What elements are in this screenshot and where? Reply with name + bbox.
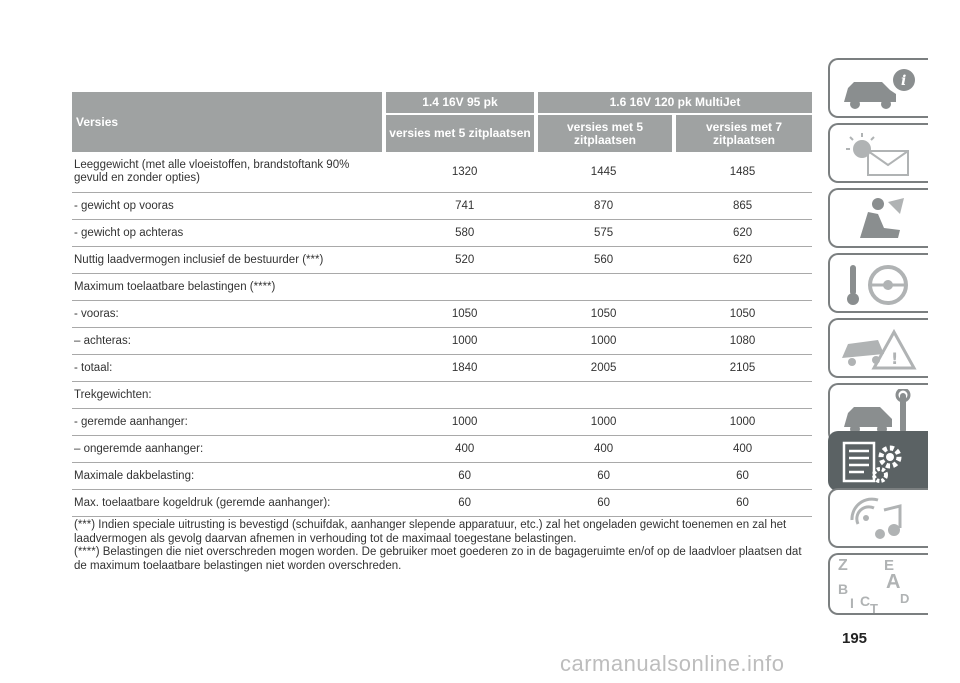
airbag-seat-icon: [838, 194, 922, 244]
table-row: [72, 490, 812, 517]
row-value: 1840: [451, 362, 478, 374]
header-sub-1: versies met 5 zitplaatsen: [386, 115, 534, 152]
row-value: 1485: [729, 166, 756, 178]
warning-light-mail-icon: [838, 129, 922, 179]
table-row: [72, 409, 812, 436]
row-value: 865: [732, 200, 753, 212]
row-label: - gewicht op achteras: [74, 226, 184, 239]
multimedia-music-icon: [838, 494, 922, 544]
row-value: 1320: [451, 166, 478, 178]
header-versions: Versies: [72, 92, 382, 152]
row-label: - geremde aanhanger:: [74, 415, 188, 428]
car-info-icon: [838, 64, 922, 114]
row-value: 580: [455, 227, 475, 239]
alphabetical-index-icon: Z E B A I C D T: [838, 557, 910, 616]
row-value: 1000: [451, 416, 478, 428]
row-value: 2005: [590, 362, 617, 374]
row-value: 620: [732, 227, 753, 239]
row-label: – achteras:: [74, 334, 131, 347]
watermark: carmanualsonline.info: [560, 651, 785, 676]
row-label: Leeggewicht (met alle vloeistoffen, brandstoftank 90% gevuld en zonder opties): [74, 159, 350, 184]
row-value: 560: [594, 254, 614, 266]
row-label: Max. toelaatbare kogeldruk (geremde aanhanger):: [74, 496, 331, 509]
tab-car-info[interactable]: [828, 58, 928, 118]
row-value: 1445: [590, 166, 617, 178]
table-row: [72, 152, 812, 193]
row-value: 1000: [451, 335, 478, 347]
row-value: 60: [736, 497, 749, 509]
table-row: [72, 328, 812, 355]
technical-data-table: [72, 92, 812, 517]
car-accident-warning-icon: [838, 324, 922, 374]
row-value: 1000: [729, 416, 756, 428]
row-value: 400: [594, 443, 614, 455]
table-row: [72, 274, 812, 301]
row-value: 60: [597, 497, 610, 509]
table-row: [72, 355, 812, 382]
footnote-3-stars: (***) Indien speciale uitrusting is bevestigd (schuifdak, aanhanger slepende apparatuur, etc.) zal het ongeladen gewicht toenemen en zal het laadvermogen als gevolg daarvan afnemen in verhouding tot de maximaal toegestane belastingen.: [74, 519, 787, 545]
row-value: 2105: [729, 362, 756, 374]
header-engine-1: 1.4 16V 95 pk: [386, 92, 534, 113]
row-label: - vooras:: [74, 307, 119, 320]
row-label: Maximum toelaatbare belastingen (****): [74, 280, 276, 293]
table-header: [72, 92, 812, 152]
row-value: 60: [458, 497, 472, 509]
row-value: 400: [455, 443, 475, 455]
row-value: 1050: [729, 308, 756, 320]
row-value: 1050: [451, 308, 478, 320]
table-row: [72, 301, 812, 328]
row-value: 870: [594, 200, 614, 212]
page-number: 195: [842, 630, 868, 647]
row-value: 60: [458, 470, 472, 482]
header-sub-3: versies met 7 zitplaatsen: [676, 115, 812, 152]
row-value: 620: [732, 254, 753, 266]
row-value: 520: [455, 254, 475, 266]
row-value: 1000: [590, 416, 617, 428]
row-value: 741: [455, 200, 475, 212]
header-engine-2: 1.6 16V 120 pk MultiJet: [538, 92, 812, 113]
row-label: - totaal:: [74, 361, 113, 374]
row-value: 1050: [590, 308, 617, 320]
row-value: 1080: [729, 335, 756, 347]
row-label: Maximale dakbelasting:: [74, 469, 195, 482]
tab-safety[interactable]: [828, 188, 928, 248]
tab-emergency[interactable]: [828, 318, 928, 378]
table-row: [72, 382, 812, 409]
tab-multimedia[interactable]: [828, 488, 928, 548]
row-value: 1000: [590, 335, 617, 347]
footnote-4-stars: (****) Belastingen die niet overschreden mogen worden. De gebruiker moet goederen zo in de bagageruimte en/of op de laadvloer plaatsen dat de maximum toelaatbare belastingen niet worden overschreden.: [74, 546, 802, 572]
row-label: - gewicht op vooras: [74, 199, 174, 212]
table-row: [72, 436, 812, 463]
tab-index[interactable]: [828, 553, 928, 615]
svg-text:!: !: [891, 349, 899, 368]
tab-technical-data[interactable]: [828, 431, 928, 491]
table-row: [72, 193, 812, 220]
key-steering-wheel-icon: [838, 259, 922, 309]
row-value: 400: [732, 443, 753, 455]
row-value: 60: [736, 470, 749, 482]
row-value: 60: [597, 470, 610, 482]
technical-data-gears-icon: [838, 437, 922, 487]
row-label: Trekgewichten:: [74, 388, 152, 401]
row-label: – ongeremde aanhanger:: [74, 442, 204, 455]
table-row: [72, 463, 812, 490]
tab-starting-driving[interactable]: [828, 253, 928, 313]
tab-warning-lights[interactable]: [828, 123, 928, 183]
svg-text:i: i: [901, 73, 907, 89]
row-value: 575: [594, 227, 614, 239]
footnotes: [74, 519, 804, 573]
row-label: Nuttig laadvermogen inclusief de bestuurder (***): [74, 253, 324, 266]
table-row: [72, 220, 812, 247]
header-sub-2: versies met 5 zitplaatsen: [538, 115, 672, 152]
table-row: [72, 247, 812, 274]
